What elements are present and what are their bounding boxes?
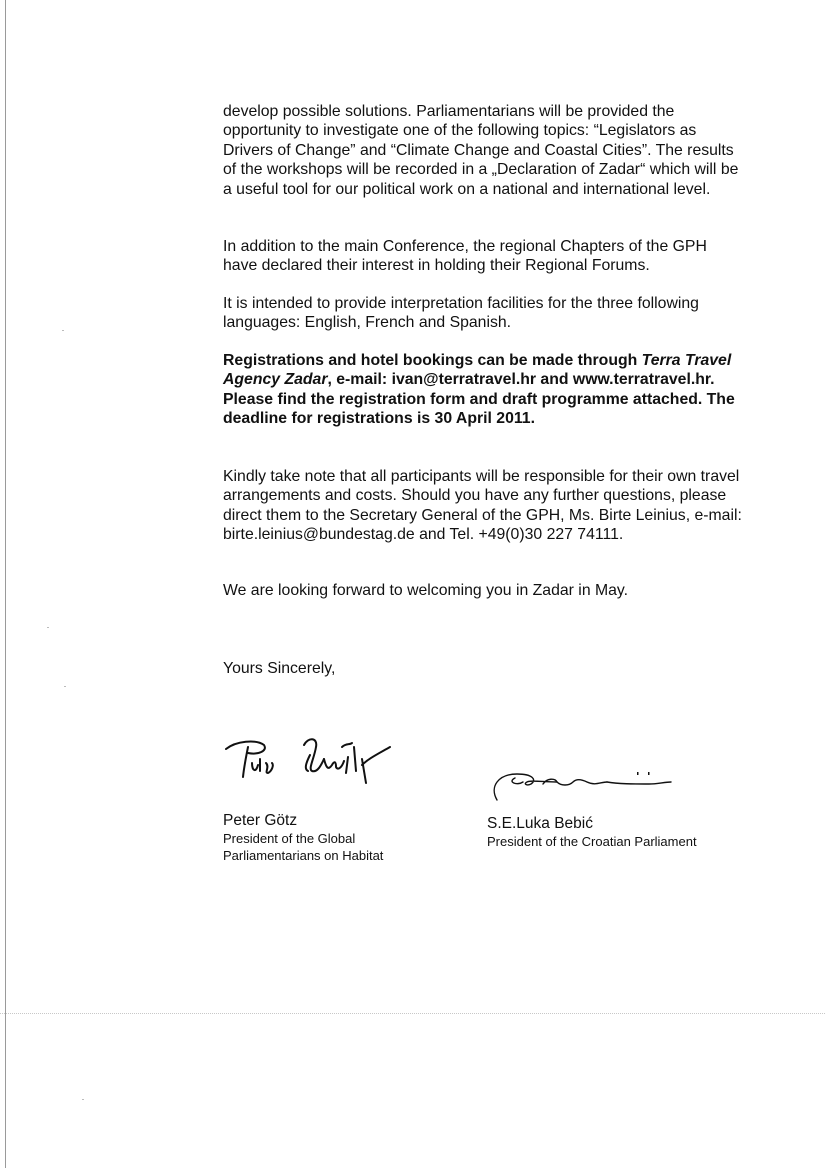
signatory-name-bebic: S.E.Luka Bebić <box>487 815 593 832</box>
paragraph-workshops: develop possible solutions. Parliamentarians will be provided the opportunity to investigate one of the following topics: “Legislators as Drivers of Change” and “Climate Change and Coastal Cities”. The results of the workshops will be recorded in a „Declaration of Zadar“ which will be a useful tool for our political work on a national and international level. <box>223 103 739 198</box>
signature-luka-bebic <box>487 772 675 802</box>
registration-details: , e-mail: ivan@terratravel.hr and www.terratravel.hr. Please find the registration form and draft programme attached. The deadline for registrations is 30 April 2011. <box>223 371 735 428</box>
paragraph-arrangements: Kindly take note that all participants will be responsible for their own travel arrangements and costs. Should you have any further questions, please direct them to the Secretary General of the GPH, Ms. Birte Leinius, e-mail: birte.leinius@bundestag.de and Tel. +49(0)30 227 74111. <box>223 468 742 544</box>
paragraph-regional-forums: In addition to the main Conference, the regional Chapters of the GPH have declared their interest in holding their Regional Forums. <box>223 238 707 275</box>
paragraph-interpretation: It is intended to provide interpretation facilities for the three following languages: English, French and Spanish. <box>223 295 699 332</box>
page-edge-line <box>5 0 6 1168</box>
registration-text: Registrations and hotel bookings can be made through <box>223 352 642 369</box>
signatory-title-bebic: President of the Croatian Parliament <box>487 834 697 849</box>
scan-speck <box>82 1099 84 1100</box>
scan-speck <box>64 686 66 687</box>
signatory-title-gotz-line1: President of the Global <box>223 831 356 846</box>
signature-peter-gotz <box>222 733 402 791</box>
signatory-title-gotz-line2: Parliamentarians on Habitat <box>223 848 384 863</box>
scan-speck <box>62 330 64 331</box>
paragraph-welcome: We are looking forward to welcoming you in Zadar in May. <box>223 582 629 599</box>
signatory-name-gotz: Peter Götz <box>223 812 298 829</box>
fold-line <box>0 1013 825 1014</box>
paragraph-registration <box>223 351 743 429</box>
travel-agency-name: Terra Travel Agency Zadar <box>223 352 732 389</box>
scan-speck <box>47 627 49 628</box>
closing-salutation: Yours Sincerely, <box>223 660 336 677</box>
